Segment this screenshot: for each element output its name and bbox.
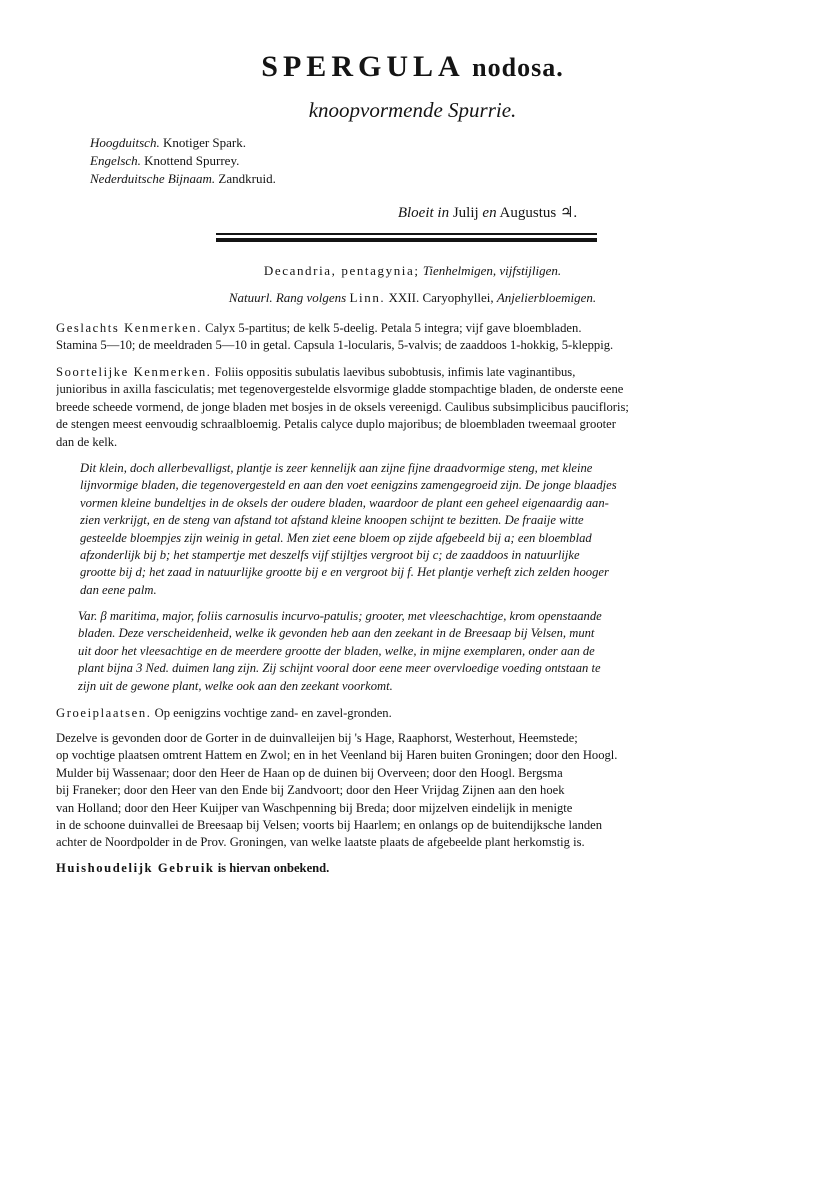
section-label: Soortelijke Kenmerken. [56,365,212,379]
text-line: dan de kelk. [56,434,118,449]
text-line: Huishoudelijk Gebruik is hiervan onbekend. [56,861,330,875]
text-line: van Holland; door den Heer Kuijper van Waschpenning bij Breda; door mijzelven eindelijk in menigte [56,800,573,815]
rank-label: Natuurl. Rang volgens [228,290,347,305]
text-line: breede scheede vormend, de jonge bladen met bosjes in de oksels vereenigd. Caulibus subsimplicibus paucifloris; [56,399,629,414]
divider-rule-thick [216,238,597,242]
species-characters [56,364,766,451]
habitat [56,705,766,722]
text-line: plant bijna 3 Ned. duimen lang zijn. Zij schijnt vooral door eene meer overvloedige voeding ontstaan te [78,661,601,676]
genus-characters [56,320,766,355]
bloom-month-2: Augustus [499,205,557,221]
language-label: Nederduitsche Bijnaam. [90,171,216,186]
rank-class: XXII. [388,290,420,305]
vernacular-name: Knottend Spurrey. [144,153,240,168]
text-line: Dezelve is gevonden door de Gorter in de duinvalleijen bij 's Hage, Raaphorst, Westerhout, Heemstede; [56,731,578,745]
text-line: uit door het vleesachtige en de meerdere grootte der bladen, welke, in mijne exemplaren, onder aan de [78,643,595,658]
vernacular-name: Zandkruid. [218,171,276,186]
vernacular-name: Knotiger Spark. [162,135,246,150]
natural-rank [0,290,825,306]
text-line: lijnvormige bladen, die tegenovergesteld en aan den voet eenigzins zamengegroeid zijn. De jonge blaadjes [80,478,617,493]
text-line: zien verkrijgt, en de steng van afstand tot afstand kleine knoopen schijnt te bezitten. De fraaije witte [80,513,584,528]
language-label: Hoogduitsch. [90,135,160,150]
text-line: op vochtige plaatsen omtrent Hattem en Zwol; en in het Veenland bij Haren buiten Groningen; door den Hoogl. [56,748,618,763]
plant-description [80,460,766,599]
text-line: vormen kleine bundeltjes in de oksels der oudere bladen, waardoor de plant een geheel eigenaardig aan- [80,495,609,510]
text-line: Geslachts Kenmerken. Calyx 5-partitus; de kelk 5-deelig. Petala 5 integra; vijf gave bloembladen. [56,321,582,335]
text-line: zijn uit de gewone plant, welke ook aan den zeekant voorkomt. [78,678,393,693]
class-dutch: Tienhelmigen, vijfstijligen. [422,263,562,278]
name-row-german [90,134,276,152]
text-line: de stengen meest eenvoudig schraalbloemig. Petalis calyce duplo majoribus; de bloembladen tweemaal grooter [56,417,616,432]
text-line: Groeiplaatsen. Op eenigzins vochtige zand- en zavel-gronden. [56,706,392,720]
text-line: grootte bij d; het zaad in natuurlijke grootte bij e en vergroot bij f. Het plantje verheft zich zelden hooger [80,565,609,580]
text-line: Soortelijke Kenmerken. Foliis oppositis subulatis laevibus subobtusis, infimis late vaginantibus, [56,365,576,379]
variety-description [78,608,766,695]
text-line: in de schoone duinvallei de Breesaap bij Velsen; voorts bij Haarlem; en onlangs op de buitendijksche landen [56,818,603,833]
bloom-conjunction: en [482,205,497,221]
rank-latin: Caryophyllei, [422,290,494,305]
economic-use [56,860,766,877]
divider-rule-thin [216,233,597,235]
text-line: junioribus in axilla fasciculatis; met tegenovergestelde elsvormige gladde stompachtige bladen, de onderste eene [56,382,624,397]
section-label: Huishoudelijk Gebruik [56,861,215,875]
text-line: Mulder bij Wassenaar; door den Heer de Haan op de duinen bij Overveen; door den Hoogl. Bergsma [56,765,563,780]
rank-author: Linn. [349,290,386,305]
localities [56,730,768,852]
rank-dutch: Anjelierbloemigen. [496,290,597,305]
vernacular-names [90,134,276,188]
bloom-period [0,203,825,222]
text-line: bij Franeker; door den Heer van den Ende bij Zandvoort; door den Heer Vrijdag Zijnen aan den hoek [56,783,565,798]
linnaean-class [0,263,825,279]
text-line: gesteelde bloempjes zijn weinig in getal. Men ziet eene bloem op zijde afgebeeld bij a; een bloemblad [80,530,592,545]
bloom-month-1: Julij [452,205,479,221]
species-name: nodosa. [472,53,564,82]
page-title [0,50,825,84]
text-line: Stamina 5—10; de meeldraden 5—10 in getal. Capsula 1-locularis, 5-valvis; de zaaddoos 1-hokkig, 5-kleppig. [56,338,614,353]
perennial-symbol: ♃. [559,205,578,221]
text-line: Var. β maritima, major, foliis carnosulis incurvo-patulis; grooter, met vleeschachtige, krom openstaande [78,609,602,623]
genus-name: SPERGULA [261,50,465,83]
bloom-prefix: Bloeit in [397,205,450,221]
language-label: Engelsch. [90,153,141,168]
text-line: Dit klein, doch allerbevalligst, plantje is zeer kennelijk aan zijne fijne draadvormige steng, met kleine [80,461,593,475]
text-line: dan eene palm. [80,582,157,597]
text-line: afzonderlijk bij b; het stampertje met deszelfs vijf stijltjes vergroot bij c; de zaaddoos in natuurlijke [80,548,580,563]
dutch-name: knoopvormende Spurrie. [308,98,517,122]
name-row-dutch [90,170,276,188]
class-latin: Decandria, pentagynia; [263,263,420,278]
section-label: Groeiplaatsen. [56,706,152,720]
name-row-english [90,152,276,170]
section-label: Geslachts Kenmerken. [56,321,203,335]
text-line: bladen. Deze verscheidenheid, welke ik gevonden heb aan den zeekant in de Breesaap bij Velsen, munt [78,626,595,641]
text-line: achter de Noordpolder in de Prov. Groningen, van welke laatste plaats de afgebeelde plant herkomstig is. [56,835,585,850]
